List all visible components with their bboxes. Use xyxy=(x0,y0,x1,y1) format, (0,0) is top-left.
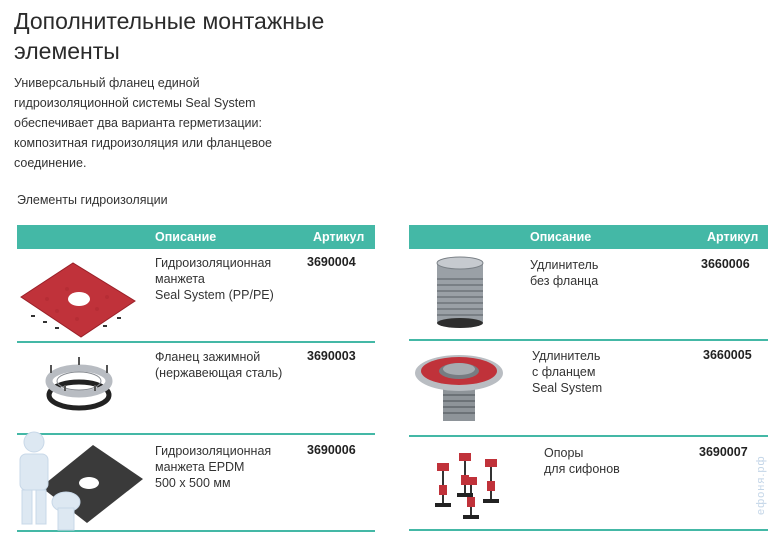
row-article: 3690007 xyxy=(699,445,748,459)
table-header xyxy=(409,225,768,249)
table-row xyxy=(17,343,375,435)
header-description: Описание xyxy=(530,230,592,244)
row-article: 3660005 xyxy=(703,348,752,362)
extension-no-flange-image xyxy=(409,249,537,339)
table-row xyxy=(409,249,768,341)
section-label: Элементы гидроизоляции xyxy=(17,193,168,207)
clamping-flange-image xyxy=(17,343,145,433)
right-table xyxy=(409,225,768,531)
header-article: Артикул xyxy=(707,230,759,244)
intro-text: Универсальный фланец единой гидроизоляционной системы Seal System обеспечивает два варианта герметизации: композитная гидроизоляция или фланцевое соединение. xyxy=(14,76,272,170)
row-description: Гидроизоляционная манжета EPDM 500 х 500 мм xyxy=(155,444,272,490)
row-article: 3690003 xyxy=(307,349,356,363)
red-membrane-image xyxy=(17,249,145,341)
header-article: Артикул xyxy=(313,230,365,244)
row-article: 3690004 xyxy=(307,255,356,269)
row-article: 3660006 xyxy=(701,257,750,271)
table-row xyxy=(17,249,375,343)
table-header xyxy=(17,225,375,249)
table-row xyxy=(409,341,768,437)
siphon-supports-image xyxy=(409,437,537,529)
plumber-mascot-icon xyxy=(4,428,84,540)
row-article: 3690006 xyxy=(307,443,356,457)
row-description: Гидроизоляционная манжета Seal System (PP/PE) xyxy=(155,256,274,302)
row-description: Фланец зажимной (нержавеющая сталь) xyxy=(155,350,283,380)
extension-flange-image xyxy=(409,341,537,435)
row-description: Удлинитель без фланца xyxy=(530,258,599,288)
table-row xyxy=(409,437,768,531)
watermark: ефоня.рф xyxy=(755,455,767,515)
page-title: Дополнительные монтажные элементы xyxy=(14,8,325,64)
header-description: Описание xyxy=(155,230,217,244)
row-description: Удлинитель с фланцем Seal System xyxy=(532,349,603,395)
row-description: Опоры для сифонов xyxy=(544,446,620,476)
